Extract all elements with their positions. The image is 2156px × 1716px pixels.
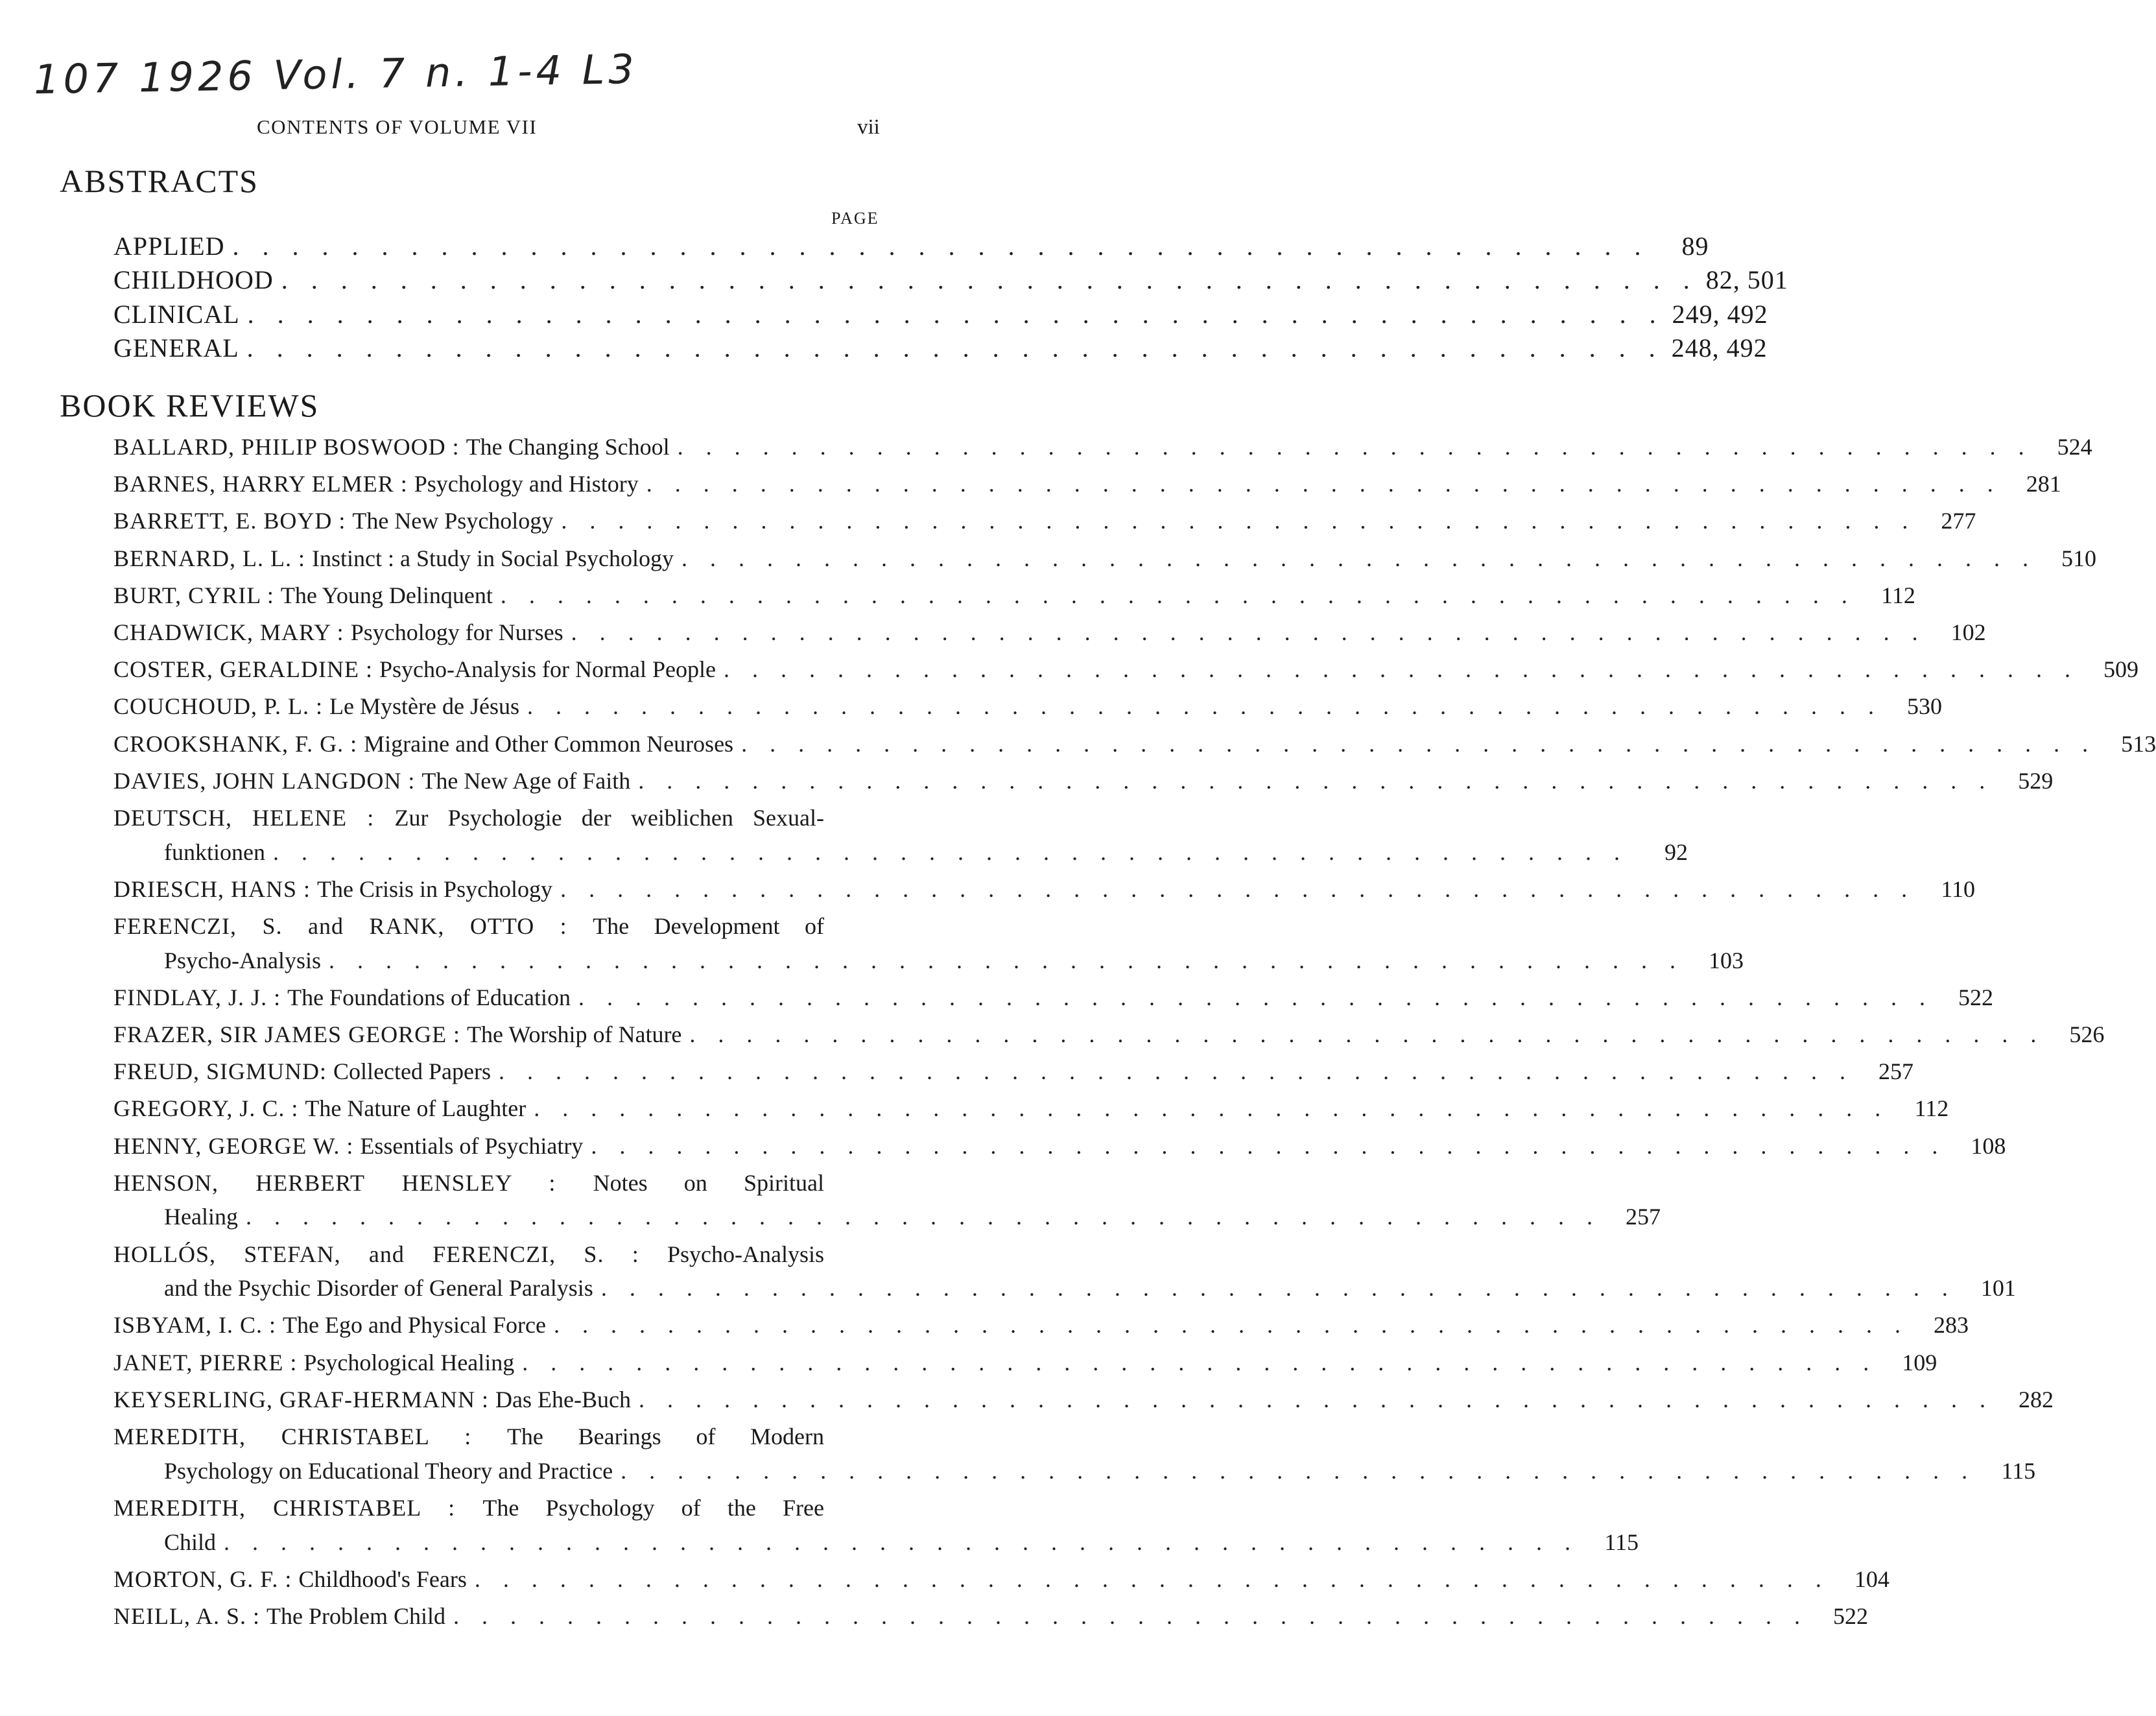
abstracts-heading: ABSTRACTS (60, 163, 259, 199)
review-citation (113, 619, 563, 646)
page-number: 109 (1902, 1349, 1937, 1376)
review-title: The Nature of Laughter (305, 1095, 527, 1122)
review-entry (113, 730, 2156, 767)
review-citation (113, 1132, 583, 1160)
page-number: 108 (1971, 1132, 2006, 1159)
review-entry (113, 1349, 1937, 1385)
page-number: 102 (1950, 619, 1986, 645)
page-number: 530 (1906, 693, 1942, 720)
review-entry-continued (164, 839, 1688, 875)
review-title-continued: Psycho-Analysis (164, 947, 321, 973)
review-author: CROOKSHANK, F. G. : (113, 730, 364, 757)
review-author: JANET, PIERRE : (113, 1349, 304, 1376)
page-number: 277 (1941, 508, 1976, 534)
review-title: Psycho-Analysis for Normal People (379, 656, 716, 683)
review-title: The Bearings of Modern (506, 1424, 824, 1450)
page-number: 249, 492 (1672, 300, 1768, 329)
review-entry (113, 767, 2054, 804)
review-entry (113, 804, 887, 840)
dot-leader: . . . . . . . . . . . . . . . . . . . . . . . . . . . . . . . . . . . . . . . . . . . . . . . . (591, 1132, 1947, 1159)
running-title: CONTENTS OF VOLUME VII (257, 115, 538, 138)
dot-leader: . . . . . . . . . . . . . . . . . . . . . . . . . . . . . . . . . . . . . . . . . . . . . . . . (638, 1386, 1994, 1412)
page-number: 112 (1881, 582, 1915, 608)
review-citation (113, 1021, 681, 1048)
review-entry-continued (164, 1457, 2036, 1494)
abstract-entry (113, 333, 1768, 369)
review-entry (113, 1311, 1969, 1348)
review-citation (113, 433, 670, 460)
review-citation (113, 1566, 467, 1593)
review-author: COUCHOUD, P. L. : (113, 693, 330, 720)
page-number: 257 (1878, 1058, 1913, 1085)
review-entry (113, 1566, 1889, 1602)
dot-leader: . . . . . . . . . . . . . . . . . . . . . . . . . . . . . . . . . . . . . . . . . . . . . . . . (681, 545, 2037, 571)
review-citation (113, 804, 824, 831)
dot-leader: . . . . . . . . . . . . . . . . . . . . . . . . . . . . . . . . . . . . . . . . . . . . . . . . (527, 693, 1882, 720)
dot-leader: . . . . . . . . . . . . . . . . . . . . . . . . . . . . . . . . . . . . . . . . . . . . . . . . (498, 1058, 1854, 1085)
review-title: The New Age of Faith (421, 767, 631, 794)
review-citation (113, 545, 674, 572)
page-number: 522 (1832, 1603, 1868, 1629)
review-citation (113, 1423, 824, 1450)
page-number: 524 (2057, 434, 2092, 460)
review-title: Collected Papers (333, 1058, 491, 1085)
review-author: ISBYAM, I. C. : (113, 1312, 283, 1339)
review-author: DRIESCH, HANS : (113, 876, 318, 902)
review-author: DAVIES, JOHN LANGDON : (113, 767, 422, 794)
review-author: HENNY, GEORGE W. : (113, 1132, 361, 1159)
review-title: The Psychology of the Free (482, 1494, 824, 1521)
page-number: 82, 501 (1705, 265, 1788, 294)
abstract-entry (113, 231, 1709, 267)
review-entry (113, 1169, 887, 1206)
review-citation (113, 656, 716, 683)
dot-leader: . . . . . . . . . . . . . . . . . . . . . . . . . . . . . . . . . . . . . . . . . . . . . . . . (246, 333, 1664, 363)
review-entry (113, 1021, 2105, 1057)
review-entry (113, 507, 1976, 543)
dot-leader: . . . . . . . . . . . . . . . . . . . . . . . . . . . . . . . . . . . . . . . . . . . . . . . . (560, 876, 1916, 902)
review-title: The Worship of Nature (467, 1021, 682, 1048)
review-citation (113, 730, 733, 757)
dot-leader: . . . . . . . . . . . . . . . . . . . . . . . . . . . . . . . . . . . . . . . . . . . . . . . . (522, 1349, 1878, 1376)
dot-leader: . . . . . . . . . . . . . . . . . . . . . . . . . . . . . . . . . . . . . . . . . . . . . . . . (600, 1275, 1956, 1302)
page-number: 283 (1933, 1312, 1969, 1339)
page-number: 112 (1914, 1095, 1949, 1122)
review-title: Psychological Healing (303, 1349, 515, 1376)
review-citation (113, 876, 552, 903)
review-title: The Young Delinquent (280, 582, 493, 608)
dot-leader: . . . . . . . . . . . . . . . . . . . . . . . . . . . . . . . . . . . . . . . . . . . . . . . . (578, 984, 1934, 1010)
review-citation (113, 1386, 631, 1413)
review-entry (113, 1241, 887, 1277)
dot-leader: . . . . . . . . . . . . . . . . . . . . . . . . . . . . . . . . . . . . . . . . . . . . . . . . (281, 265, 1698, 294)
page-number: 92 (1664, 839, 1688, 865)
review-title-continued: Psychology on Educational Theory and Practice (164, 1457, 613, 1484)
dot-leader: . . . . . . . . . . . . . . . . . . . . . . . . . . . . . . . . . . . . . . . . . . . . . . . . (534, 1095, 1889, 1122)
page-number: 513 (2121, 730, 2156, 757)
review-title-continued: Child (164, 1529, 217, 1555)
page-number: 104 (1854, 1566, 1889, 1592)
review-entry (113, 1423, 887, 1459)
review-title: The New Psychology (352, 508, 554, 534)
review-citation (113, 1311, 546, 1339)
review-entry-continued (164, 1274, 2016, 1311)
page-number: 115 (2001, 1457, 2036, 1484)
book-reviews-heading: BOOK REVIEWS (60, 387, 320, 423)
review-author: FERENCZI, S. and RANK, OTTO : (113, 913, 593, 940)
review-title: The Problem Child (267, 1603, 445, 1629)
review-citation (113, 693, 519, 720)
dot-leader: . . . . . . . . . . . . . . . . . . . . . . . . . . . . . . . . . . . . . . . . . . . . . . . . (689, 1021, 2045, 1048)
review-author: HOLLÓS, STEFAN, and FERENCZI, S. : (113, 1241, 667, 1267)
review-citation (113, 507, 553, 534)
review-author: MEREDITH, CHRISTABEL : (113, 1494, 483, 1521)
page-number: 248, 492 (1671, 333, 1768, 363)
abstract-label: CHILDHOOD (113, 265, 274, 294)
dot-leader: . . . . . . . . . . . . . . . . . . . . . . . . . . . . . . . . . . . . . . . . . . . . . . . . (245, 1204, 1601, 1230)
review-title: Psycho-Analysis (667, 1241, 824, 1267)
handwritten-call-number: 107 1926 Vol. 7 n. 1-4 L3 (33, 45, 639, 104)
page-number: 89 (1681, 232, 1709, 261)
review-entry (113, 1132, 2006, 1169)
review-entry (113, 1095, 1949, 1131)
abstract-label: GENERAL (113, 333, 239, 363)
review-citation (113, 1169, 824, 1197)
dot-leader: . . . . . . . . . . . . . . . . . . . . . . . . . . . . . . . . . . . . . . . . . . . . . . . . (571, 619, 1926, 645)
review-citation (113, 1349, 514, 1376)
dot-leader: . . . . . . . . . . . . . . . . . . . . . . . . . . . . . . . . . . . . . . . . . . . . . . . . (741, 730, 2097, 757)
review-author: BARNES, HARRY ELMER : (113, 471, 414, 497)
review-citation (113, 582, 493, 609)
review-author: FREUD, SIGMUND: (113, 1058, 334, 1085)
review-citation (113, 767, 630, 794)
review-entry-continued (164, 1529, 1639, 1565)
review-entry (113, 984, 1993, 1020)
page-number: 103 (1709, 947, 1744, 973)
review-author: MEREDITH, CHRISTABEL : (113, 1424, 507, 1450)
review-title-continued: funktionen (164, 839, 265, 865)
page-number: 526 (2069, 1021, 2105, 1048)
review-entry (113, 1058, 1913, 1094)
abstract-entry (113, 299, 1768, 335)
review-author: BARRETT, E. BOYD : (113, 508, 353, 534)
dot-leader: . . . . . . . . . . . . . . . . . . . . . . . . . . . . . . . . . . . . . . . . . . . . . . . . (329, 947, 1684, 973)
review-entry (113, 693, 1942, 729)
review-title-continued: Healing (164, 1204, 238, 1230)
review-entry (113, 545, 2096, 581)
review-title: The Crisis in Psychology (317, 876, 553, 902)
review-author: COSTER, GERALDINE : (113, 656, 379, 683)
review-citation (113, 470, 639, 497)
review-title: Essentials of Psychiatry (360, 1132, 584, 1159)
review-title: Migraine and Other Common Neuroses (364, 730, 734, 757)
review-author: CHADWICK, MARY : (113, 619, 351, 645)
review-title: Das Ehe-Buch (495, 1386, 631, 1412)
review-entry (113, 912, 887, 949)
review-entry (113, 656, 2138, 692)
page-number: 257 (1625, 1204, 1661, 1230)
review-entry (113, 1386, 2054, 1422)
review-title: Zur Psychologie der weiblichen Sexual- (394, 805, 824, 831)
dot-leader: . . . . . . . . . . . . . . . . . . . . . . . . . . . . . . . . . . . . . . . . . . . . . . . . (224, 1529, 1580, 1555)
review-citation (113, 1095, 526, 1122)
review-author: HENSON, HERBERT HENSLEY : (113, 1169, 593, 1196)
review-entry (113, 1494, 887, 1531)
dot-leader: . . . . . . . . . . . . . . . . . . . . . . . . . . . . . . . . . . . . . . . . . . . . . . . . (474, 1566, 1830, 1592)
review-entry (113, 470, 2061, 506)
dot-leader: . . . . . . . . . . . . . . . . . . . . . . . . . . . . . . . . . . . . . . . . . . . . . . . . (553, 1312, 1909, 1339)
dot-leader: . . . . . . . . . . . . . . . . . . . . . . . . . . . . . . . . . . . . . . . . . . . . . . . . (638, 767, 1994, 794)
review-author: KEYSERLING, GRAF-HERMANN : (113, 1386, 496, 1412)
review-title: The Ego and Physical Force (283, 1312, 546, 1339)
review-author: NEILL, A. S. : (113, 1603, 267, 1629)
page-number: 281 (2026, 471, 2061, 497)
page-number: 510 (2061, 545, 2096, 571)
page-number: 282 (2018, 1386, 2054, 1412)
abstract-label: APPLIED (113, 232, 225, 261)
page-column-label: PAGE (831, 209, 879, 228)
review-title: Psychology and History (414, 471, 639, 497)
dot-leader: . . . . . . . . . . . . . . . . . . . . . . . . . . . . . . . . . . . . . . . . . . . . . . . . (232, 232, 1650, 261)
page-numeral: vii (857, 115, 880, 139)
dot-leader: . . . . . . . . . . . . . . . . . . . . . . . . . . . . . . . . . . . . . . . . . . . . . . . . (723, 656, 2079, 683)
dot-leader: . . . . . . . . . . . . . . . . . . . . . . . . . . . . . . . . . . . . . . . . . . . . . . . . (272, 839, 1628, 865)
review-author: BALLARD, PHILIP BOSWOOD : (113, 434, 466, 460)
page-number: 522 (1958, 984, 1993, 1010)
review-title-continued: and the Psychic Disorder of General Paralysis (164, 1275, 593, 1302)
review-entry (113, 876, 1976, 912)
review-author: MORTON, G. F. : (113, 1566, 299, 1592)
review-author: FRAZER, SIR JAMES GEORGE : (113, 1021, 468, 1048)
review-citation (113, 984, 571, 1011)
review-citation (113, 1241, 824, 1268)
abstract-label: CLINICAL (113, 300, 240, 329)
review-title: Notes on Spiritual (593, 1169, 824, 1196)
dot-leader: . . . . . . . . . . . . . . . . . . . . . . . . . . . . . . . . . . . . . . . . . . . . . . . . (500, 582, 1856, 608)
review-title: Le Mystère de Jésus (329, 693, 519, 720)
review-entry (113, 582, 1915, 618)
review-title: The Changing School (466, 434, 670, 460)
review-entry-continued (164, 1203, 1661, 1239)
page-number: 529 (2018, 767, 2054, 794)
dot-leader: . . . . . . . . . . . . . . . . . . . . . . . . . . . . . . . . . . . . . . . . . . . . . . . . (646, 471, 2002, 497)
dot-leader: . . . . . . . . . . . . . . . . . . . . . . . . . . . . . . . . . . . . . . . . . . . . . . . . (677, 434, 2033, 460)
review-title: Childhood's Fears (298, 1566, 467, 1592)
review-title: Instinct : a Study in Social Psychology (312, 545, 674, 571)
review-title: Psychology for Nurses (350, 619, 563, 645)
dot-leader: . . . . . . . . . . . . . . . . . . . . . . . . . . . . . . . . . . . . . . . . . . . . . . . . (453, 1603, 1808, 1629)
review-citation (113, 912, 824, 940)
page-number: 115 (1604, 1529, 1639, 1555)
page-number: 509 (2103, 656, 2138, 683)
page-number: 110 (1941, 876, 1976, 902)
dot-leader: . . . . . . . . . . . . . . . . . . . . . . . . . . . . . . . . . . . . . . . . . . . . . . . . (247, 300, 1664, 329)
review-author: BURT, CYRIL : (113, 582, 281, 608)
review-citation (113, 1603, 445, 1630)
review-author: GREGORY, J. C. : (113, 1095, 305, 1122)
dot-leader: . . . . . . . . . . . . . . . . . . . . . . . . . . . . . . . . . . . . . . . . . . . . . . . . (561, 508, 1917, 534)
review-citation (113, 1494, 824, 1521)
review-entry (113, 1603, 1868, 1639)
abstract-entry (113, 265, 1788, 301)
review-citation (113, 1058, 491, 1085)
review-author: FINDLAY, J. J. : (113, 984, 288, 1010)
review-author: BERNARD, L. L. : (113, 545, 313, 571)
review-entry (113, 619, 1986, 655)
dot-leader: . . . . . . . . . . . . . . . . . . . . . . . . . . . . . . . . . . . . . . . . . . . . . . . . (621, 1457, 1976, 1484)
review-entry-continued (164, 947, 1744, 983)
review-entry (113, 433, 2092, 470)
review-title: The Development of (593, 913, 824, 940)
page-number: 101 (1980, 1275, 2016, 1302)
review-author: DEUTSCH, HELENE : (113, 805, 395, 831)
review-title: The Foundations of Education (287, 984, 571, 1010)
